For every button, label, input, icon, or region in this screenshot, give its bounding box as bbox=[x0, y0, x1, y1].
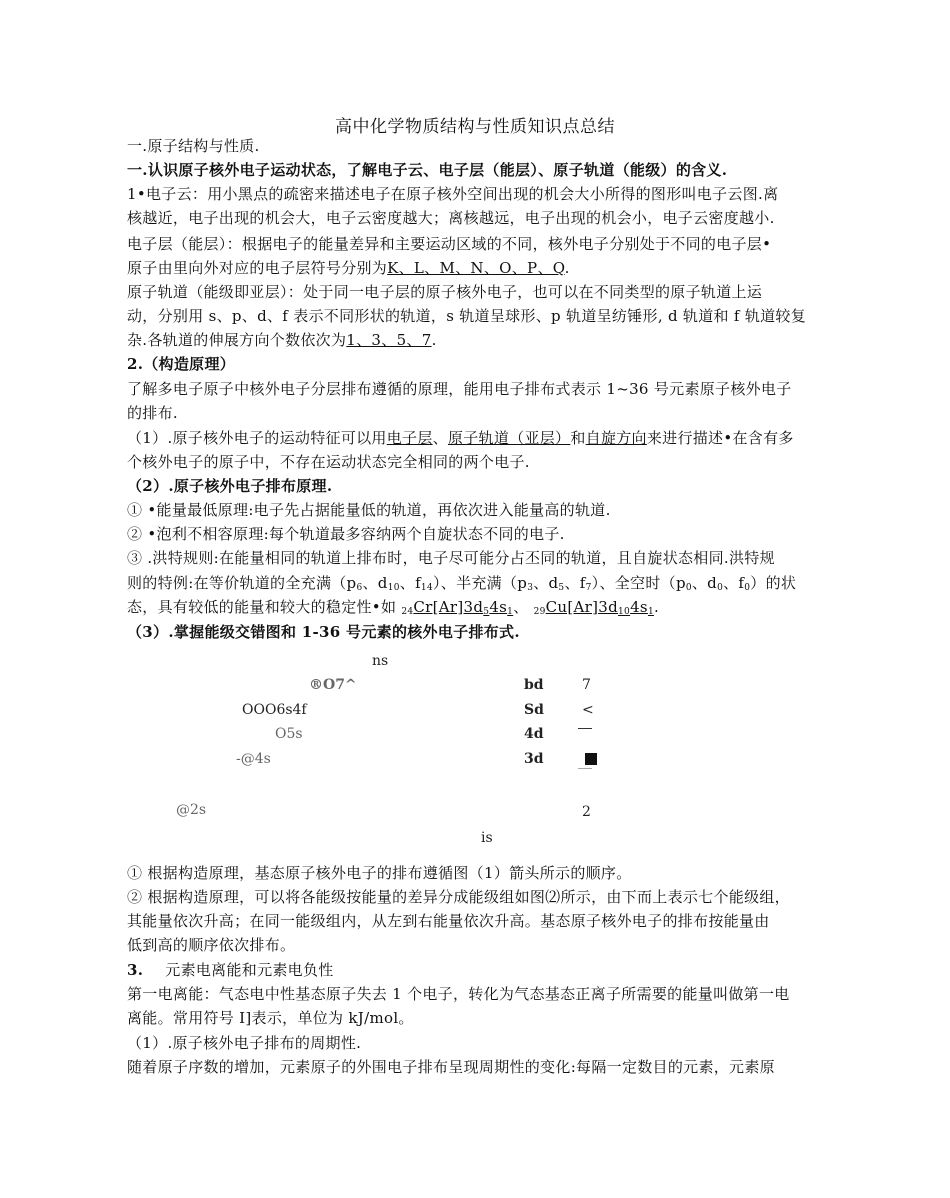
subscript: 5 bbox=[558, 583, 565, 593]
subsection-heading: （2）.原子核外电子排布原理. bbox=[127, 477, 333, 495]
orbital-label: 6s4f bbox=[276, 702, 307, 718]
text: 、f bbox=[723, 574, 745, 592]
paragraph-line: 其能量依次升高；在同一能级组内，从左到右能量依次升高。基态原子核外电子的排布按能量由 bbox=[127, 912, 770, 930]
paragraph-line: 随着原子序数的增加，元素原子的外围电子排布呈现周期性的变化:每隔一定数目的元素，元素原 bbox=[127, 1058, 775, 1076]
list-item: ① 根据构造原理，基态原子核外电子的排布遵循图（1）箭头所示的顺序。 bbox=[127, 864, 632, 882]
text: ）的状 bbox=[750, 574, 797, 592]
text: 、d bbox=[691, 574, 718, 592]
paragraph-line: 核越近，电子出现的机会大，电子云密度越大；离核越远，电子出现的机会小，电子云密度越小. bbox=[127, 209, 775, 227]
paragraph-line: 第一电离能：气态电中性基态原子失去 1 个电子，转化为气态基态正离子所需要的能量叫做第一电 bbox=[127, 985, 790, 1003]
diagram-label-4s: -@4s bbox=[236, 751, 271, 767]
list-item: ① •能量最低原理:电子先占据能量低的轨道，再依次进入能量高的轨道. bbox=[127, 501, 611, 519]
subscript: 3 bbox=[527, 583, 534, 593]
diagram-label-5s: O5s bbox=[275, 726, 303, 742]
paragraph-line: 个核外电子的原子中，不存在运动状态完全相同的两个电子. bbox=[127, 453, 530, 471]
diagram-arrow-mark: < bbox=[582, 702, 594, 718]
subscript: 0 bbox=[744, 583, 751, 593]
list-item: ② 根据构造原理，可以将各能级按能量的差异分成能级组如图⑵所示，由下而上表示七个能级组， bbox=[127, 888, 790, 906]
text: . bbox=[564, 259, 570, 277]
subscript: 29 bbox=[533, 607, 546, 617]
section-heading: 一.原子结构与性质. bbox=[127, 137, 260, 155]
text: 、f bbox=[399, 574, 421, 592]
orbital-circles: OOO bbox=[242, 702, 277, 718]
paragraph-line: 原子轨道（能级即亚层）：处于同一电子层的原子核外电子，也可以在不同类型的原子轨道上运 bbox=[127, 283, 763, 301]
underlined-text: 4s bbox=[630, 598, 648, 616]
underlined-text: Cr[Ar]3d bbox=[413, 598, 484, 616]
subsection-heading: 2.（构造原理） bbox=[127, 355, 236, 373]
text: 杂.各轨道的伸展方向个数依次为 bbox=[127, 331, 347, 349]
text: ）、半充满（p bbox=[432, 574, 528, 592]
subscript: 6 bbox=[356, 583, 363, 593]
subsection-heading: 一.认识原子核外电子运动状态，了解电子云、电子层（能层）、原子轨道（能级）的含义. bbox=[127, 161, 728, 179]
paragraph-line: （1）.原子核外电子排布的周期性. bbox=[127, 1034, 362, 1052]
text: （1）.原子核外电子的运动特征可以用 bbox=[127, 429, 387, 447]
text: 、d bbox=[362, 574, 388, 592]
text: 和 bbox=[570, 429, 586, 447]
text: 、d bbox=[533, 574, 559, 592]
diagram-group-7: 7 bbox=[582, 677, 591, 693]
text: 、f bbox=[564, 574, 586, 592]
subscript: 1 bbox=[647, 607, 654, 617]
paragraph-line: 动，分别用 s、p、d、f 表示不同形状的轨道，s 轨道呈球形、p 轨道呈纺锤形, d 轨道和 f 轨道较复 bbox=[127, 307, 807, 325]
diagram-label-4d: 4d bbox=[524, 726, 544, 742]
paragraph-line: 电子层（能层）：根据电子的能量差异和主要运动区域的不同，核外电子分别处于不同的电子层• bbox=[127, 235, 772, 253]
subsection-heading bbox=[127, 958, 334, 982]
paragraph-line bbox=[127, 328, 437, 352]
paragraph-line bbox=[127, 426, 794, 450]
diagram-dash bbox=[578, 728, 592, 729]
underlined-text: Cu[Ar]3d bbox=[545, 598, 619, 616]
list-item: ② •泡利不相容原理:每个轨道最多容纳两个自旋状态不同的电子. bbox=[127, 525, 565, 543]
underlined-text: 原子轨道（亚层） bbox=[447, 429, 571, 447]
underlined-text: 1、3、5、7 bbox=[346, 331, 432, 349]
subscript: 0 bbox=[717, 583, 724, 593]
paragraph-line: 了解多电子原子中核外电子分层排布遵循的原理，能用电子排布式表示 1~36 号元素原子核外电子 bbox=[127, 380, 792, 398]
diagram-label-7s: ®O7^ bbox=[309, 677, 357, 693]
diagram-label-5d: Sd bbox=[524, 702, 544, 718]
paragraph-line: 低到高的顺序依次排布。 bbox=[127, 936, 296, 954]
subscript: 7 bbox=[585, 583, 592, 593]
diagram-label-bd: bd bbox=[524, 677, 544, 693]
diagram-label-ns: ns bbox=[372, 653, 389, 669]
text: 态，具有较低的能量和较大的稳定性•如 bbox=[127, 598, 402, 616]
diagram-label-3d: 3d bbox=[524, 751, 544, 767]
paragraph-line: 的排布. bbox=[127, 404, 178, 422]
list-item: ③ .洪特规则:在能量相同的轨道上排布时，电子尽可能分占丕同的轨道，且自旋状态相同.洪特规 bbox=[127, 549, 775, 567]
text: . bbox=[653, 598, 660, 616]
paragraph-line: 离能。常用符号 I]表示，单位为 kJ/mol。 bbox=[127, 1009, 414, 1027]
page-title: 高中化学物质结构与性质知识点总结 bbox=[335, 117, 615, 137]
text: ）、全空时（p bbox=[591, 574, 686, 592]
diagram-label-1s: is bbox=[481, 830, 493, 846]
text: 、 bbox=[513, 598, 534, 616]
paragraph-line bbox=[127, 256, 570, 280]
underlined-text: K、L、M、N、O、P、Q bbox=[387, 259, 565, 277]
text: 来进行描述•在含有多 bbox=[646, 429, 794, 447]
subsection-heading: （3）.掌握能级交错图和 1-36 号元素的核外电子排布式. bbox=[127, 623, 520, 641]
text: . bbox=[431, 331, 437, 349]
underlined-text: 电子层 bbox=[386, 429, 433, 447]
subscript: 1 bbox=[507, 607, 514, 617]
subscript: 14 bbox=[420, 583, 433, 593]
diagram-label-2s: @2s bbox=[176, 802, 207, 818]
text: 则的特例:在等价轨道的全充满（p bbox=[127, 574, 357, 592]
underlined-text: 4s bbox=[489, 598, 508, 616]
diagram-dash bbox=[578, 768, 592, 769]
subscript: 10 bbox=[618, 607, 631, 617]
subscript: 5 bbox=[483, 607, 490, 617]
paragraph-line: 1•电子云：用小黑点的疏密来描述电子在原子核外空间出现的机会大小所得的图形叫电子云图.离 bbox=[127, 185, 779, 203]
subscript: 0 bbox=[685, 583, 692, 593]
diagram-group-2: 2 bbox=[582, 804, 591, 820]
diagram-label-6s4f bbox=[242, 702, 307, 718]
text: 、 bbox=[432, 429, 448, 447]
subscript: 24 bbox=[401, 607, 414, 617]
text: 原子由里向外对应的电子层符号分别为 bbox=[127, 259, 388, 277]
section-number: 3. bbox=[127, 961, 144, 979]
section-title: 元素电离能和元素电负性 bbox=[165, 961, 334, 979]
diagram-square-marker bbox=[585, 753, 597, 765]
underlined-text: 自旋方向 bbox=[585, 429, 647, 447]
subscript: 10 bbox=[387, 583, 400, 593]
